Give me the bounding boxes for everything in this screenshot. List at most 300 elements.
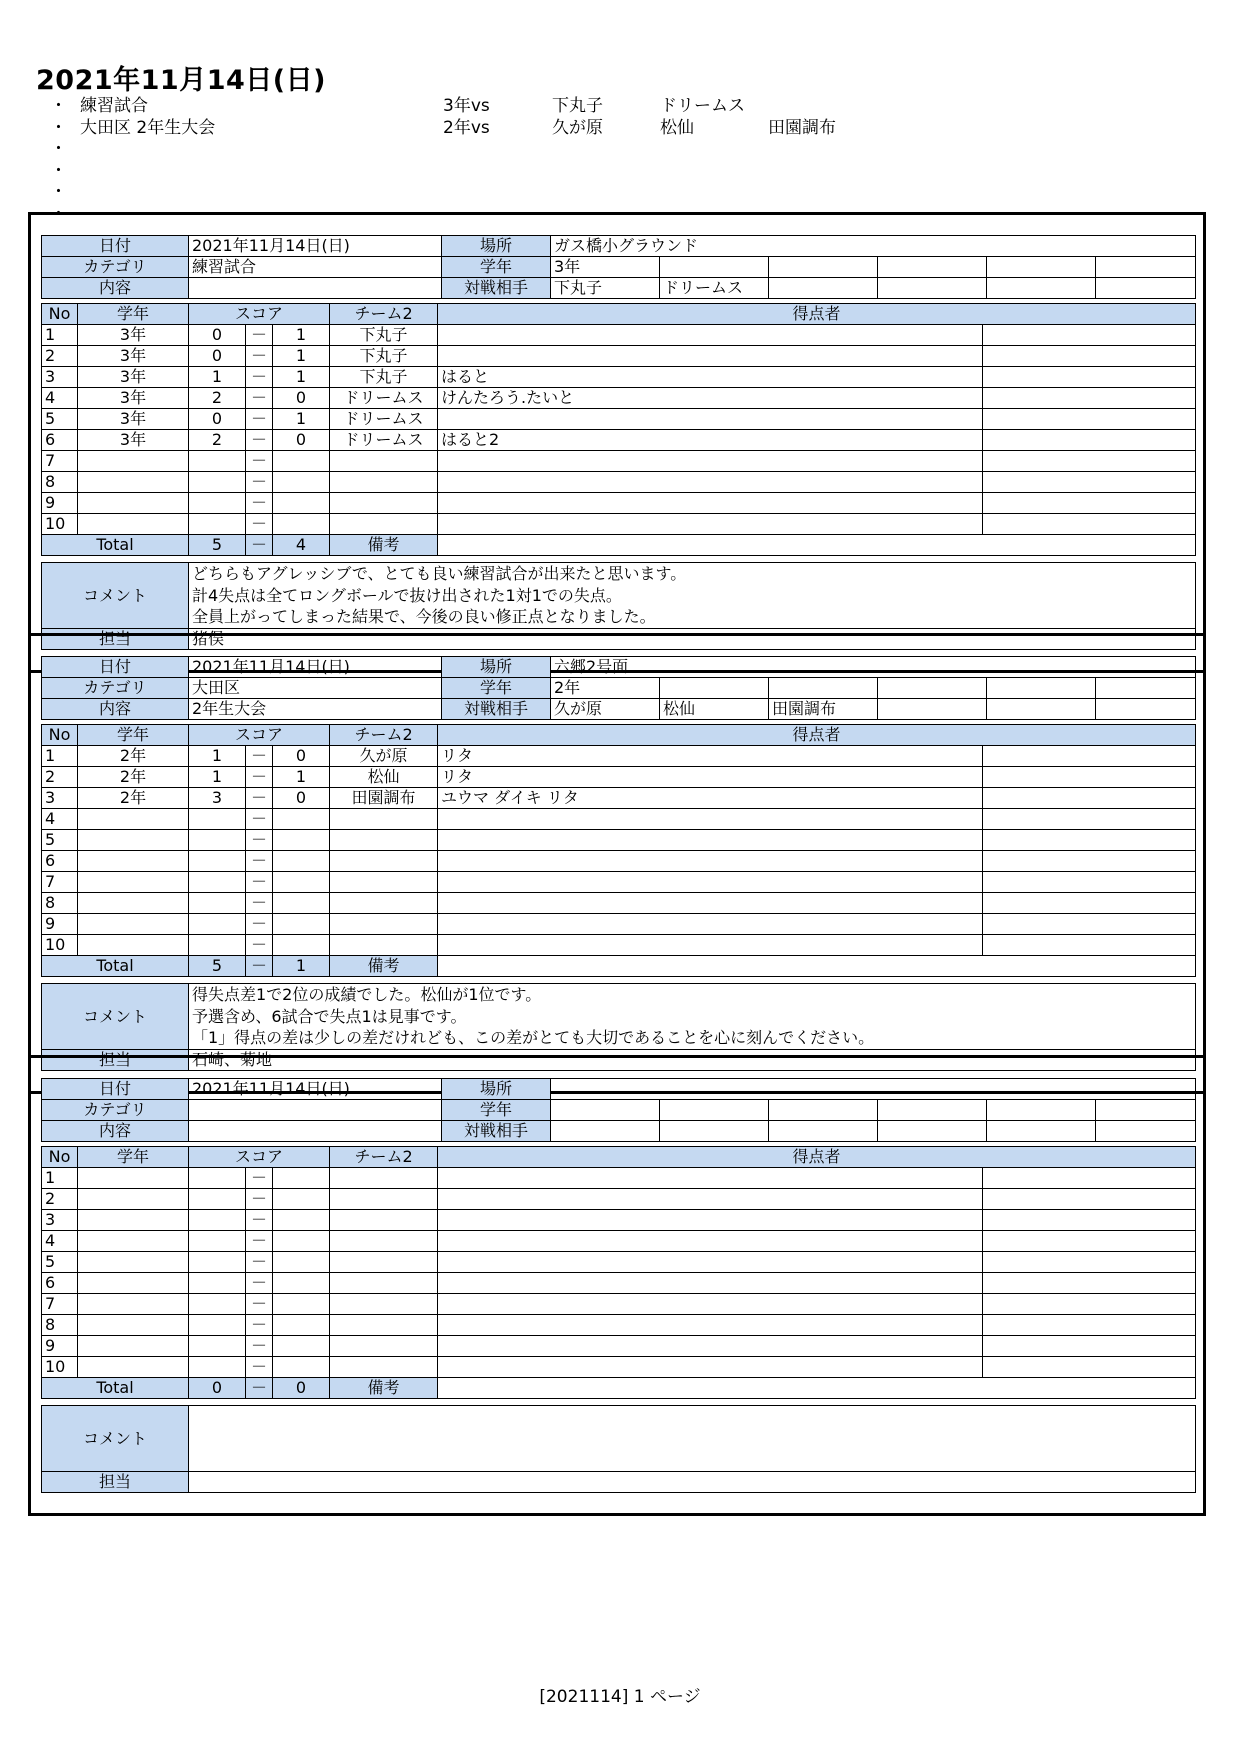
opponent-value xyxy=(660,1121,769,1142)
team2-header: チーム2 xyxy=(330,725,438,746)
row-extra xyxy=(983,346,1196,367)
row-extra xyxy=(983,388,1196,409)
remarks-label: 備考 xyxy=(330,956,438,977)
row-dash: － xyxy=(246,472,273,493)
table-row xyxy=(42,472,1196,493)
row-extra xyxy=(983,1252,1196,1273)
total-label: Total xyxy=(42,1378,189,1399)
row-grade xyxy=(78,851,189,872)
row-score-home xyxy=(189,809,246,830)
row-score-away xyxy=(273,851,330,872)
opponent-value xyxy=(769,278,878,299)
table-row xyxy=(42,1252,1196,1273)
row-grade xyxy=(78,1273,189,1294)
place-value: 六郷2号面 xyxy=(551,657,1196,678)
row-no: 4 xyxy=(42,809,78,830)
opponent-value xyxy=(878,278,987,299)
row-extra xyxy=(983,893,1196,914)
row-no: 9 xyxy=(42,1336,78,1357)
row-grade: 3年 xyxy=(78,409,189,430)
row-score-home: 3 xyxy=(189,788,246,809)
opponent-label: 対戦相手 xyxy=(442,699,551,720)
row-team2: 田園調布 xyxy=(330,788,438,809)
row-score-home xyxy=(189,1357,246,1378)
summary-row xyxy=(50,182,950,204)
row-team2 xyxy=(330,1357,438,1378)
row-scorer xyxy=(438,325,983,346)
team2-header: チーム2 xyxy=(330,304,438,325)
row-team2 xyxy=(330,1252,438,1273)
row-grade xyxy=(78,872,189,893)
opponent-value: 下丸子 xyxy=(551,278,660,299)
table-row xyxy=(42,1231,1196,1252)
row-extra xyxy=(983,325,1196,346)
row-extra xyxy=(983,1315,1196,1336)
content-value xyxy=(189,1121,442,1142)
row-extra xyxy=(983,830,1196,851)
grade-value xyxy=(769,257,878,278)
row-scorer xyxy=(438,451,983,472)
row-scorer xyxy=(438,1252,983,1273)
row-score-away xyxy=(273,1252,330,1273)
table-row xyxy=(42,914,1196,935)
table-row xyxy=(42,746,1196,767)
row-dash: － xyxy=(246,346,273,367)
row-no: 2 xyxy=(42,1189,78,1210)
row-scorer xyxy=(438,935,983,956)
row-dash: － xyxy=(246,325,273,346)
place-label: 場所 xyxy=(442,1079,551,1100)
table-row xyxy=(42,1336,1196,1357)
staff-label: 担当 xyxy=(42,629,189,650)
row-grade xyxy=(78,830,189,851)
category-label: カテゴリ xyxy=(42,678,189,699)
row-extra xyxy=(983,430,1196,451)
table-row xyxy=(42,493,1196,514)
row-team2 xyxy=(330,935,438,956)
row-grade: 2年 xyxy=(78,788,189,809)
total-score-home: 5 xyxy=(189,956,246,977)
score-table xyxy=(41,303,1196,556)
row-dash: － xyxy=(246,872,273,893)
score-header: スコア xyxy=(189,725,330,746)
row-scorer xyxy=(438,851,983,872)
bullet: ・ xyxy=(50,139,67,159)
row-scorer: はると xyxy=(438,367,983,388)
row-score-home xyxy=(189,914,246,935)
staff-value: 猪俣 xyxy=(189,629,1196,650)
summary-opponent: 久が原 xyxy=(552,117,603,138)
summary-label: 大田区 2年生大会 xyxy=(80,117,216,138)
category-label: カテゴリ xyxy=(42,1100,189,1121)
row-grade xyxy=(78,1168,189,1189)
table-row xyxy=(42,809,1196,830)
table-row xyxy=(42,872,1196,893)
row-score-away xyxy=(273,1336,330,1357)
date-value: 2021年11月14日(日) xyxy=(189,657,442,678)
row-scorer xyxy=(438,1210,983,1231)
opponent-value xyxy=(769,1121,878,1142)
row-grade xyxy=(78,1189,189,1210)
row-score-home xyxy=(189,1210,246,1231)
scorer-header: 得点者 xyxy=(438,1147,1196,1168)
row-extra xyxy=(983,851,1196,872)
row-grade xyxy=(78,893,189,914)
row-score-home xyxy=(189,1315,246,1336)
row-grade: 3年 xyxy=(78,388,189,409)
row-no: 4 xyxy=(42,1231,78,1252)
row-score-home xyxy=(189,1294,246,1315)
row-score-away xyxy=(273,935,330,956)
opponent-label: 対戦相手 xyxy=(442,1121,551,1142)
row-extra xyxy=(983,493,1196,514)
row-grade: 3年 xyxy=(78,325,189,346)
comment-text xyxy=(189,1406,1196,1472)
row-no: 10 xyxy=(42,514,78,535)
table-row xyxy=(42,367,1196,388)
row-no: 6 xyxy=(42,1273,78,1294)
row-score-home xyxy=(189,872,246,893)
row-score-away: 1 xyxy=(273,767,330,788)
row-dash: － xyxy=(246,746,273,767)
match-report-2 xyxy=(28,633,1206,1094)
place-label: 場所 xyxy=(442,657,551,678)
opponent-value xyxy=(1096,699,1196,720)
row-scorer xyxy=(438,1168,983,1189)
place-value xyxy=(551,1079,1196,1100)
row-dash: － xyxy=(246,851,273,872)
row-score-away: 0 xyxy=(273,388,330,409)
bullet: ・ xyxy=(50,203,67,224)
row-score-home xyxy=(189,493,246,514)
grade-value xyxy=(878,678,987,699)
row-score-home xyxy=(189,1189,246,1210)
bullet: ・ xyxy=(50,160,67,181)
row-no: 7 xyxy=(42,1294,78,1315)
row-score-away: 0 xyxy=(273,430,330,451)
row-extra xyxy=(983,746,1196,767)
row-score-home xyxy=(189,1252,246,1273)
total-label: Total xyxy=(42,956,189,977)
row-dash: － xyxy=(246,1252,273,1273)
summary-row xyxy=(50,118,950,140)
row-grade xyxy=(78,1210,189,1231)
staff-value: 石崎、菊地 xyxy=(189,1050,1196,1071)
summary-row xyxy=(50,161,950,183)
row-score-home xyxy=(189,514,246,535)
row-extra xyxy=(983,472,1196,493)
row-dash: － xyxy=(246,451,273,472)
table-row xyxy=(42,451,1196,472)
row-grade: 3年 xyxy=(78,367,189,388)
total-dash: － xyxy=(246,1378,273,1399)
row-team2 xyxy=(330,1294,438,1315)
grade-value xyxy=(1096,678,1196,699)
row-score-home: 0 xyxy=(189,325,246,346)
row-scorer xyxy=(438,472,983,493)
row-team2: ドリームス xyxy=(330,388,438,409)
row-score-away: 1 xyxy=(273,325,330,346)
category-value: 練習試合 xyxy=(189,257,442,278)
category-value xyxy=(189,1100,442,1121)
content-label: 内容 xyxy=(42,278,189,299)
bullet: ・ xyxy=(50,182,67,202)
row-grade xyxy=(78,1336,189,1357)
row-team2 xyxy=(330,914,438,935)
grade-value xyxy=(878,257,987,278)
place-value: ガス橋小グラウンド xyxy=(551,236,1196,257)
comment-label: コメント xyxy=(42,1406,189,1472)
opponent-label: 対戦相手 xyxy=(442,278,551,299)
team2-header: チーム2 xyxy=(330,1147,438,1168)
row-no: 3 xyxy=(42,367,78,388)
grade-value xyxy=(551,1100,660,1121)
row-dash: － xyxy=(246,1210,273,1231)
row-dash: － xyxy=(246,493,273,514)
row-team2 xyxy=(330,451,438,472)
date-value: 2021年11月14日(日) xyxy=(189,1079,442,1100)
row-extra xyxy=(983,514,1196,535)
row-score-away xyxy=(273,830,330,851)
opponent-value xyxy=(1096,1121,1196,1142)
summary-row xyxy=(50,139,950,161)
row-scorer: リタ xyxy=(438,746,983,767)
opponent-value: 田園調布 xyxy=(769,699,878,720)
row-team2 xyxy=(330,872,438,893)
row-grade xyxy=(78,493,189,514)
summary-label: 練習試合 xyxy=(80,96,148,116)
table-row xyxy=(42,325,1196,346)
table-row xyxy=(42,851,1196,872)
score-header: スコア xyxy=(189,304,330,325)
row-extra xyxy=(983,1231,1196,1252)
opponent-value xyxy=(987,1121,1096,1142)
no-header: No xyxy=(42,1147,78,1168)
total-label: Total xyxy=(42,535,189,556)
row-no: 2 xyxy=(42,767,78,788)
date-label: 日付 xyxy=(42,1079,189,1100)
total-dash: － xyxy=(246,535,273,556)
row-score-home: 1 xyxy=(189,767,246,788)
row-no: 6 xyxy=(42,430,78,451)
summary-opponent: 田園調布 xyxy=(768,117,836,138)
row-dash: － xyxy=(246,788,273,809)
row-dash: － xyxy=(246,1315,273,1336)
row-grade: 3年 xyxy=(78,430,189,451)
table-row xyxy=(42,430,1196,451)
row-team2: 下丸子 xyxy=(330,367,438,388)
row-extra xyxy=(983,1189,1196,1210)
match-summary-list xyxy=(50,96,950,225)
score-table xyxy=(41,1146,1196,1399)
row-team2 xyxy=(330,472,438,493)
row-score-away xyxy=(273,914,330,935)
row-dash: － xyxy=(246,809,273,830)
summary-opponent: ドリームス xyxy=(660,96,745,116)
row-score-away xyxy=(273,451,330,472)
summary-grade: 3年vs xyxy=(443,96,490,116)
table-row xyxy=(42,1189,1196,1210)
row-dash: － xyxy=(246,935,273,956)
table-row xyxy=(42,388,1196,409)
row-scorer: けんたろう.たいと xyxy=(438,388,983,409)
grade-value xyxy=(878,1100,987,1121)
remarks-value xyxy=(438,535,1196,556)
row-grade xyxy=(78,472,189,493)
row-score-home: 2 xyxy=(189,430,246,451)
category-label: カテゴリ xyxy=(42,257,189,278)
total-score-away: 4 xyxy=(273,535,330,556)
grade-value xyxy=(660,1100,769,1121)
grade-value xyxy=(987,1100,1096,1121)
row-score-away xyxy=(273,1315,330,1336)
row-score-home xyxy=(189,851,246,872)
row-dash: － xyxy=(246,514,273,535)
table-row xyxy=(42,1315,1196,1336)
row-team2 xyxy=(330,893,438,914)
grade-label: 学年 xyxy=(442,1100,551,1121)
row-team2 xyxy=(330,1273,438,1294)
row-scorer xyxy=(438,1294,983,1315)
row-extra xyxy=(983,1273,1196,1294)
bullet: ・ xyxy=(50,96,67,116)
summary-opponent: 松仙 xyxy=(660,117,694,138)
row-team2 xyxy=(330,1231,438,1252)
row-extra xyxy=(983,935,1196,956)
row-scorer xyxy=(438,493,983,514)
row-no: 10 xyxy=(42,1357,78,1378)
content-label: 内容 xyxy=(42,1121,189,1142)
row-dash: － xyxy=(246,830,273,851)
place-label: 場所 xyxy=(442,236,551,257)
row-score-away xyxy=(273,1357,330,1378)
row-extra xyxy=(983,1357,1196,1378)
row-grade: 2年 xyxy=(78,746,189,767)
row-dash: － xyxy=(246,409,273,430)
opponent-value xyxy=(551,1121,660,1142)
scorer-header: 得点者 xyxy=(438,725,1196,746)
row-team2 xyxy=(330,1336,438,1357)
row-dash: － xyxy=(246,1168,273,1189)
row-grade xyxy=(78,935,189,956)
table-row xyxy=(42,830,1196,851)
bullet: ・ xyxy=(50,117,67,138)
row-grade: 2年 xyxy=(78,767,189,788)
match-info-table xyxy=(41,1078,1196,1142)
page-footer: [2021114] 1 ページ xyxy=(539,1687,701,1707)
row-dash: － xyxy=(246,1231,273,1252)
date-value: 2021年11月14日(日) xyxy=(189,236,442,257)
opponent-value: ドリームス xyxy=(660,278,769,299)
staff-value xyxy=(189,1472,1196,1493)
row-team2: 下丸子 xyxy=(330,325,438,346)
row-extra xyxy=(983,1294,1196,1315)
row-no: 1 xyxy=(42,1168,78,1189)
row-grade xyxy=(78,451,189,472)
row-team2: 松仙 xyxy=(330,767,438,788)
row-dash: － xyxy=(246,1357,273,1378)
row-scorer xyxy=(438,1315,983,1336)
date-label: 日付 xyxy=(42,236,189,257)
row-extra xyxy=(983,409,1196,430)
row-score-home xyxy=(189,451,246,472)
row-no: 8 xyxy=(42,472,78,493)
row-dash: － xyxy=(246,388,273,409)
row-no: 5 xyxy=(42,1252,78,1273)
row-scorer: はると2 xyxy=(438,430,983,451)
row-scorer: リタ xyxy=(438,767,983,788)
row-score-away: 1 xyxy=(273,409,330,430)
total-score-home: 5 xyxy=(189,535,246,556)
page-title: 2021年11月14日(日) xyxy=(36,65,326,96)
comment-table xyxy=(41,1405,1196,1493)
content-label: 内容 xyxy=(42,699,189,720)
row-grade xyxy=(78,809,189,830)
row-score-away xyxy=(273,1168,330,1189)
score-header: スコア xyxy=(189,1147,330,1168)
row-score-home xyxy=(189,935,246,956)
row-no: 7 xyxy=(42,451,78,472)
row-team2 xyxy=(330,830,438,851)
row-team2 xyxy=(330,851,438,872)
row-score-away xyxy=(273,514,330,535)
row-dash: － xyxy=(246,1294,273,1315)
match-info-table xyxy=(41,235,1196,299)
row-score-home xyxy=(189,830,246,851)
grade-header: 学年 xyxy=(78,1147,189,1168)
row-extra xyxy=(983,367,1196,388)
row-grade xyxy=(78,1315,189,1336)
row-score-home: 0 xyxy=(189,409,246,430)
row-score-away: 1 xyxy=(273,367,330,388)
grade-value: 3年 xyxy=(551,257,660,278)
grade-value xyxy=(987,257,1096,278)
date-label: 日付 xyxy=(42,657,189,678)
row-score-away: 0 xyxy=(273,788,330,809)
row-score-away xyxy=(273,872,330,893)
row-team2 xyxy=(330,1168,438,1189)
row-extra xyxy=(983,451,1196,472)
total-score-home: 0 xyxy=(189,1378,246,1399)
row-score-away: 0 xyxy=(273,746,330,767)
row-scorer xyxy=(438,809,983,830)
table-row xyxy=(42,1294,1196,1315)
category-value: 大田区 xyxy=(189,678,442,699)
match-report-3 xyxy=(28,1055,1206,1516)
row-no: 1 xyxy=(42,325,78,346)
table-row xyxy=(42,788,1196,809)
row-extra xyxy=(983,1336,1196,1357)
row-extra xyxy=(983,767,1196,788)
row-scorer xyxy=(438,893,983,914)
content-value xyxy=(189,278,442,299)
row-dash: － xyxy=(246,1189,273,1210)
match-info-table xyxy=(41,656,1196,720)
row-grade xyxy=(78,914,189,935)
comment-text: どちらもアグレッシブで、とても良い練習試合が出来たと思います。 計4失点は全てロングボールで抜け出された1対1での失点。 全員上がってしまった結果で、今後の良い修正点となりました。 xyxy=(189,563,1196,629)
grade-value xyxy=(987,678,1096,699)
opponent-value: 松仙 xyxy=(660,699,769,720)
row-grade xyxy=(78,1231,189,1252)
opponent-value xyxy=(987,699,1096,720)
row-extra xyxy=(983,809,1196,830)
row-no: 5 xyxy=(42,830,78,851)
row-grade: 3年 xyxy=(78,346,189,367)
row-dash: － xyxy=(246,1336,273,1357)
row-team2 xyxy=(330,493,438,514)
row-score-home: 1 xyxy=(189,367,246,388)
row-team2 xyxy=(330,1189,438,1210)
